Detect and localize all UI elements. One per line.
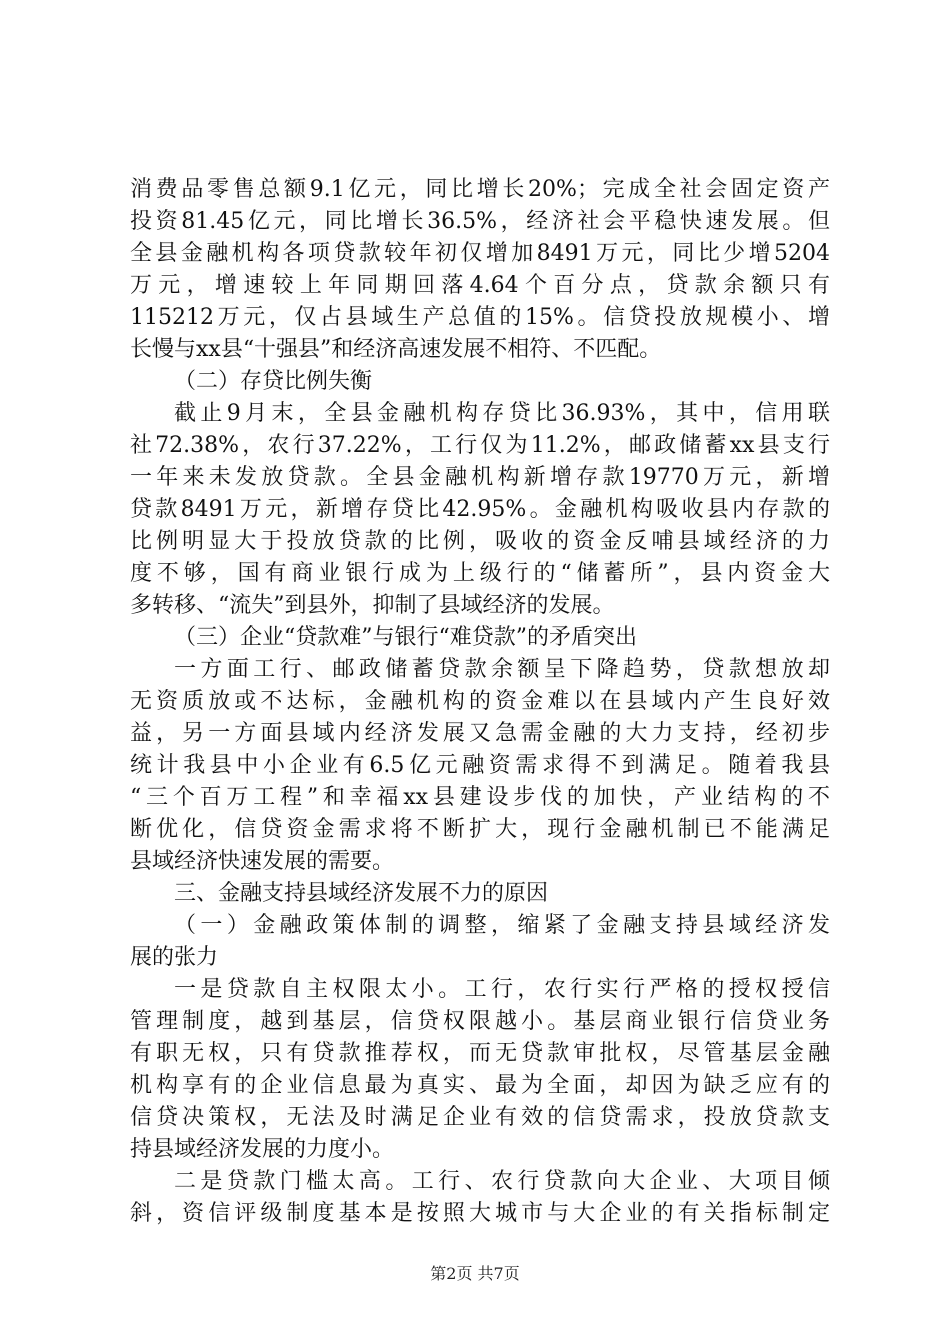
text-line: 贷款8491万元，新增存贷比42.95%。金融机构吸收县内存款的: [130, 497, 830, 522]
text-line: “三个百万工程”和幸福xx县建设步伐的加快，产业结构的不: [130, 785, 830, 810]
text-line: 持县域经济发展的力度小。: [130, 1137, 395, 1162]
text-line: 无资质放或不达标，金融机构的资金难以在县域内产生良好效: [130, 689, 830, 714]
text-line: （三）企业“贷款难”与银行“难贷款”的矛盾突出: [174, 625, 637, 650]
text-line: 投资81.45亿元，同比增长36.5%，经济社会平稳快速发展。但: [130, 209, 830, 234]
text-line: （二）存贷比例失衡: [174, 369, 373, 394]
text-line: 长慢与xx县“十强县”和经济高速发展不相符、不匹配。: [130, 337, 662, 362]
text-line: 一是贷款自主权限太小。工行，农行实行严格的授权授信: [174, 977, 830, 1002]
text-line: 一方面工行、邮政储蓄贷款余额呈下降趋势，贷款想放却: [174, 657, 830, 682]
text-line: 信贷决策权，无法及时满足企业有效的信贷需求，投放贷款支: [130, 1105, 830, 1130]
text-line: 全县金融机构各项贷款较年初仅增加8491万元，同比少增5204: [130, 241, 830, 266]
text-line: 断优化，信贷资金需求将不断扩大，现行金融机制已不能满足: [130, 817, 830, 842]
text-line: 一年来未发放贷款。全县金融机构新增存款19770万元，新增: [130, 465, 830, 490]
text-line: 统计我县中小企业有6.5亿元融资需求得不到满足。随着我县: [130, 753, 830, 778]
text-line: （一）金融政策体制的调整，缩紧了金融支持县域经济发: [174, 913, 830, 938]
text-line: 县域经济快速发展的需要。: [130, 849, 395, 874]
text-line: 二是贷款门槛太高。工行、农行贷款向大企业、大项目倾: [174, 1169, 830, 1194]
text-line: 多转移、“流失”到县外，抑制了县域经济的发展。: [130, 593, 615, 618]
document-body: [130, 174, 830, 1230]
text-line: 益，另一方面县域内经济发展又急需金融的大力支持，经初步: [130, 721, 830, 746]
text-line: 115212万元，仅占县域生产总值的15%。信贷投放规模小、增: [130, 305, 830, 330]
text-line: 度不够，国有商业银行成为上级行的“储蓄所”，县内资金大: [130, 561, 830, 586]
text-line: 机构享有的企业信息最为真实、最为全面，却因为缺乏应有的: [130, 1073, 830, 1098]
text-line: 万元，增速较上年同期回落4.64个百分点，贷款余额只有: [130, 273, 830, 298]
text-line: 比例明显大于投放贷款的比例，吸收的资金反哺县域经济的力: [130, 529, 830, 554]
text-line: 消费品零售总额9.1亿元，同比增长20%；完成全社会固定资产: [130, 177, 830, 202]
text-line: 斜，资信评级制度基本是按照大城市与大企业的有关指标制定: [130, 1201, 830, 1226]
text-line: 展的张力: [130, 945, 219, 970]
text-line: 有职无权，只有贷款推荐权，而无贷款审批权，尽管基层金融: [130, 1041, 830, 1066]
text-line: 社72.38%，农行37.22%，工行仅为11.2%，邮政储蓄xx县支行: [130, 433, 830, 458]
text-line: 三、金融支持县域经济发展不力的原因: [174, 881, 549, 906]
text-line: 截止9月末，全县金融机构存贷比36.93%，其中，信用联: [174, 401, 830, 426]
page-footer: 第2页 共7页: [430, 1264, 520, 1283]
text-line: 管理制度，越到基层，信贷权限越小。基层商业银行信贷业务: [130, 1009, 830, 1034]
